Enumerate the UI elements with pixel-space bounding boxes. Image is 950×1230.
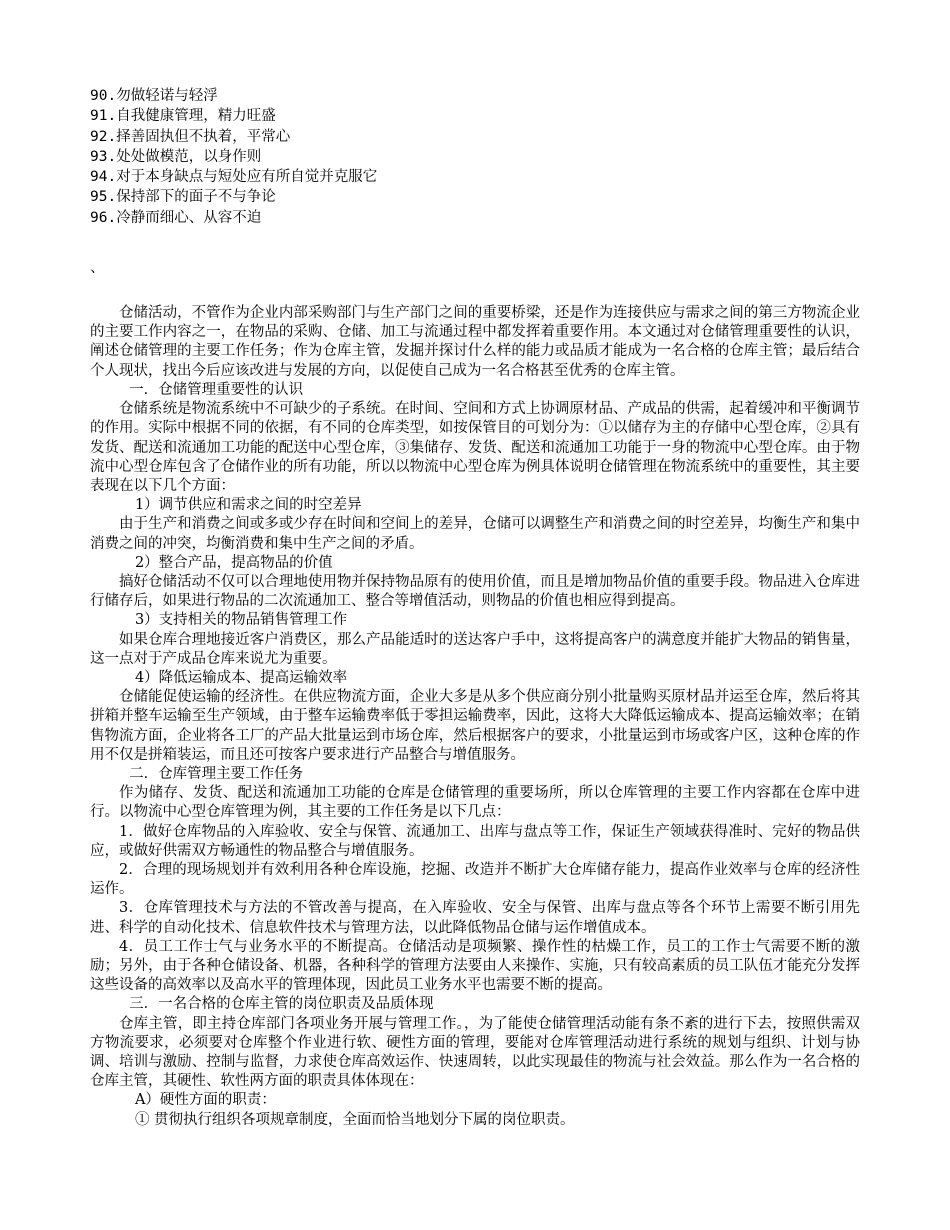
list-item: [90, 86, 860, 106]
section-heading: 三．一名合格的仓库主管的岗位职责及品质体现: [129, 996, 434, 1013]
paragraph: ① 贯彻执行组织各项规章制度，全面而恰当地划分下属的岗位职责。: [134, 1111, 575, 1128]
stray-mark: 、: [90, 260, 105, 277]
list-item-number: 96.: [90, 209, 117, 226]
subheading: 4）降低运输成本、提高运输效率: [134, 669, 348, 686]
list-item-text: 冷静而细心、从容不迫: [116, 209, 262, 226]
list-item-number: 91.: [90, 108, 117, 125]
subheading: 2）整合产品，提高物品的价值: [134, 554, 333, 571]
paragraph: 仓储活动，不管作为企业内部采购部门与生产部门之间的重要桥梁，还是作为连接供应与需求之间的第三方物流企业的主要工作内容之一，在物品的采购、仓储、加工与流通过程中都发挥着重要作用。本文通过对仓储管理重要性的认识，阐述仓储管理的主要工作任务；作为仓库主管，发掘并探讨什么样的能力或品质才能成为一名合格的仓库主管；最后结合个人现状，找出今后应该改进与发展的方向，以促使自己成为一名合格甚至优秀的仓库主管。: [90, 305, 860, 379]
paragraph: 仓储能促使运输的经济性。在供应物流方面，企业大多是从多个供应商分别小批量购买原材品并运至仓库，然后将其拼箱并整车运输至生产领域，由于整车运输费率低于零担运输费率，因此，这将大大降低运输成本、提高运输效率；在销售物流方面，企业将各工厂的产品大批量运到市场仓库，然后根据客户的要求，小批量运到市场或客户区，这种仓库的作用不仅是拼箱装运，而且还可按客户要求进行产品整合与增值服务。: [90, 689, 860, 763]
paragraph: 仓储系统是物流系统中不可缺少的子系统。在时间、空间和方式上协调原材品、产成品的供需，起着缓冲和平衡调节的作用。实际中根据不同的依据，有不同的仓库类型，如按保管目的可划分为：①以储存为主的存储中心型仓库，②具有发货、配送和流通加工功能的配送中心型仓库，③集储存、发货、配送和流通加工功能于一身的物流中心型仓库。由于物流中心型仓库包含了仓储作业的所有功能，所以以物流中心型仓库为例具体说明仓储管理在物流系统中的重要性，其主要表现在以下几个方面：: [90, 401, 860, 494]
list-item-number: 94.: [90, 169, 117, 186]
numbered-list: [90, 86, 860, 228]
subheading: 3）支持相关的物品销售管理工作: [134, 612, 348, 629]
list-item-text: 择善固执但不执着，平常心: [116, 128, 291, 145]
paragraph: 2．合理的现场规划并有效利用各种仓库设施，挖掘、改造并不断扩大仓库储存能力，提高作业效率与仓库的经济性运作。: [90, 861, 860, 898]
paragraph: 1．做好仓库物品的入库验收、安全与保管、流通加工、出库与盘点等工作，保证生产领域获得准时、完好的物品供应，或做好供需双方畅通性的物品整合与增值服务。: [90, 823, 860, 859]
paragraph: 如果仓库合理地接近客户消费区，那么产品能适时的送达客户手中，这将提高客户的满意度并能扩大物品的销售量，这一点对于产成品仓库来说尤为重要。: [90, 631, 860, 667]
list-item: [90, 208, 860, 228]
article-body: [90, 304, 860, 1130]
paragraph: 仓库主管，即主持仓库部门各项业务开展与管理工作。，为了能使仓储管理活动能有条不紊的进行下去，按照供需双方物流要求，必须要对仓库整个作业进行软、硬性方面的管理，要能对仓库管理活动进行系统的规划与组织、计划与协调、培训与激励、控制与监督，力求使仓库高效运作、快速周转，以此实现最佳的物流与社会效益。那么作为一名合格的仓库主管，其硬性、软性两方面的职责具体体现在：: [90, 1015, 860, 1090]
list-item: [90, 167, 860, 187]
list-item: [90, 187, 860, 207]
subheading: A）硬性方面的职责：: [134, 1092, 276, 1109]
list-item-text: 勿做轻诺与轻浮: [116, 88, 218, 104]
list-item-number: 93.: [90, 148, 117, 165]
list-item-number: 95.: [90, 189, 117, 206]
list-item-text: 对于本身缺点与短处应有所自觉并克服它: [116, 169, 378, 186]
list-item-number: 90.: [90, 88, 117, 104]
list-item-text: 保持部下的面子不与争论: [116, 189, 276, 206]
paragraph: 3．仓库管理技术与方法的不管改善与提高，在入库验收、安全与保管、出库与盘点等各个环节上需要不断引用先进、科学的自动化技术、信息软件技术与管理方法，以此降低物品仓储与运作增值成本。: [90, 900, 860, 936]
list-item: [90, 106, 860, 126]
section-heading: 一．仓储管理重要性的认识: [129, 381, 304, 398]
list-item-text: 处处做模范，以身作则: [116, 148, 262, 165]
paragraph: 作为储存、发货、配送和流通加工功能的仓库是仓储管理的重要场所，所以仓库管理的主要工作内容都在仓库中进行。以物流中心型仓库管理为例，其主要的工作任务是以下几点：: [90, 785, 860, 821]
paragraph: 搞好仓储活动不仅可以合理地使用物并保持物品原有的使用价值，而且是增加物品价值的重要手段。物品进入仓库进行储存后，如果进行物品的二次流通加工、整合等增值活动，则物品的价值也相应得到提高。: [90, 573, 860, 610]
list-item: [90, 147, 860, 167]
list-item: [90, 127, 860, 147]
section-heading: 二．仓库管理主要工作任务: [129, 765, 304, 782]
list-item-number: 92.: [90, 128, 117, 145]
paragraph: 由于生产和消费之间或多或少存在时间和空间上的差异，仓储可以调整生产和消费之间的时空差异，均衡生产和集中消费之间的冲突，均衡消费和集中生产之间的矛盾。: [90, 516, 860, 552]
subheading: 1）调节供应和需求之间的时空差异: [134, 497, 362, 514]
list-item-text: 自我健康管理，精力旺盛: [116, 108, 276, 125]
paragraph: 4．员工工作士气与业务水平的不断提高。仓储活动是项频繁、操作性的枯燥工作，员工的工作士气需要不断的激励；另外，由于各种仓储设备、机器，各种科学的管理方法要由人来操作、实施，只有较高素质的员工队伍才能充分发挥这些设备的高效率以及高水平的管理体现，因此员工业务水平也需要不断的提高。: [90, 938, 860, 994]
